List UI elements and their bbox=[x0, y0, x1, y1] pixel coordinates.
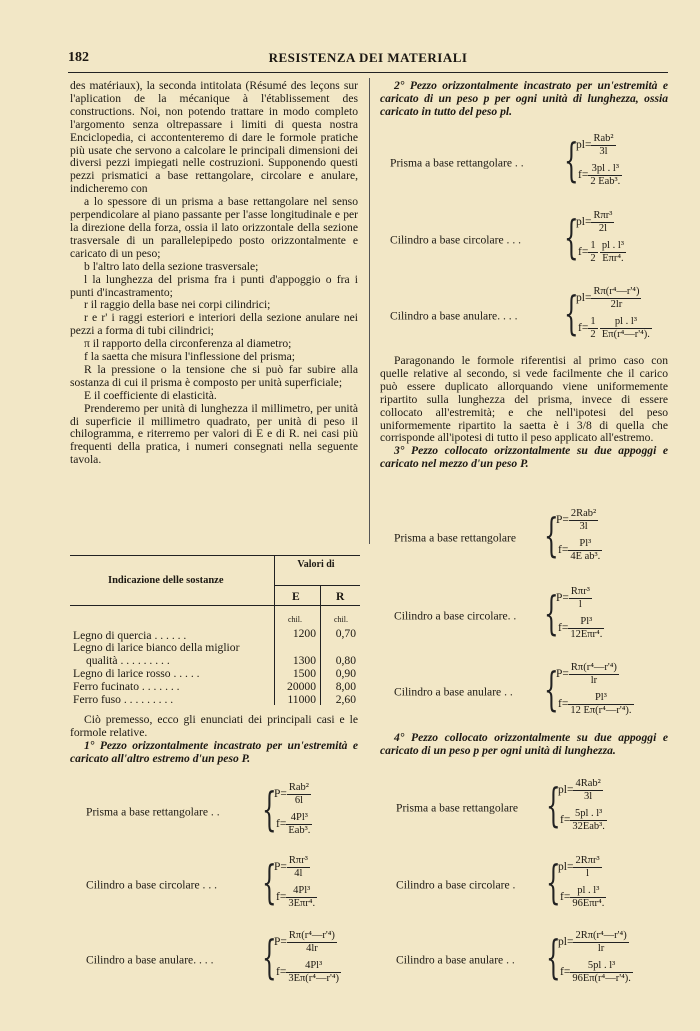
equation-1-fraction bbox=[569, 662, 619, 687]
formula-label: Prisma a base rettangolare bbox=[394, 531, 517, 545]
case2-title: 2° Pezzo orizzontalmente incastrato per un'estremità e caricato di un peso p per ogni unità di lunghezza, ossia caricato in tutto del peso pl. bbox=[380, 79, 668, 118]
equation-2-fraction-denominator: 2 Eab³. bbox=[590, 176, 621, 187]
equation-2-fraction-denominator: 12Eπr⁴. bbox=[570, 629, 603, 640]
formula-label: Cilindro a base circolare . . . bbox=[390, 233, 522, 247]
equation-2-fraction bbox=[570, 885, 606, 910]
equation-1 bbox=[576, 210, 614, 235]
brace-icon: { bbox=[564, 286, 579, 340]
equation-2-coefficient-numerator: 1 bbox=[590, 316, 596, 327]
equation-1-lhs: pl= bbox=[576, 216, 592, 229]
equation-1-fraction-denominator: lr bbox=[597, 943, 605, 954]
equation-1-fraction bbox=[569, 586, 592, 611]
equation-2-coefficient bbox=[588, 316, 597, 341]
equation-2-fraction-denominator: Eπr⁴. bbox=[602, 253, 624, 264]
table-row-name: Legno di larice rosso . . . . . bbox=[73, 667, 200, 680]
equation-1-fraction bbox=[287, 782, 311, 807]
brace-icon: { bbox=[564, 210, 579, 264]
equation-1 bbox=[558, 930, 629, 955]
equation-1 bbox=[556, 662, 619, 687]
equation-2 bbox=[578, 240, 626, 265]
equation-1-fraction-numerator: 2Rπ(r⁴—r'⁴) bbox=[575, 930, 627, 941]
table-row-name: Ferro fucinato . . . . . . . bbox=[73, 680, 180, 693]
formula-row bbox=[396, 855, 666, 915]
definition-r-rprime: r e r' i raggi esteriori e interiori della sezione anulare nei pezzi a forma di tubi cilindrici; bbox=[70, 311, 358, 338]
brace-icon: { bbox=[262, 782, 277, 836]
table-header-E: E bbox=[292, 590, 300, 603]
equation-1-fraction bbox=[287, 855, 310, 880]
compare-paragraph: Paragonando le formole riferentisi al primo caso con quelle relative al secondo, si vede facilmente che il carico può essere duplicato allorquando viene uniformemente ripartito sulla lunghezza del prisma, invece di essere collocato all'estremità; e che nell'ipotesi del peso uniformemente ripartito la saetta è i 3/8 di quella che corrisponde all'ipotesi di tutto il peso applicato all'estremo. bbox=[380, 354, 668, 445]
equation-2-lhs: f= bbox=[558, 544, 569, 557]
equation-1-lhs: pl= bbox=[576, 139, 592, 152]
table-unit-R: chil. bbox=[334, 615, 348, 624]
equation-1-fraction-denominator: 4l bbox=[294, 868, 303, 879]
table-row-R: 8,00 bbox=[335, 680, 356, 693]
equation-2-fraction bbox=[600, 316, 652, 341]
equation-1-fraction-numerator: 2Rab² bbox=[570, 508, 597, 519]
formula-label: Prisma a base rettangolare bbox=[396, 801, 519, 815]
definition-pi: π il rapporto della circonferenza al diametro; bbox=[84, 337, 292, 351]
equation-2-fraction bbox=[286, 812, 312, 837]
header-rule bbox=[68, 72, 668, 73]
formula-label: Cilindro a base anulare . . bbox=[394, 685, 513, 699]
table-header-substances: Indicazione delle sostanze bbox=[108, 575, 224, 586]
equation-1 bbox=[274, 855, 310, 880]
equation-1-fraction-denominator: 3l bbox=[579, 521, 588, 532]
equation-2-fraction-numerator: 4Pl³ bbox=[286, 885, 317, 898]
equation-1 bbox=[576, 133, 616, 158]
page-number: 182 bbox=[68, 50, 89, 65]
equation-1-fraction bbox=[591, 133, 615, 158]
equation-2-lhs: f= bbox=[560, 814, 571, 827]
equation-1 bbox=[576, 286, 641, 311]
right-column-compare bbox=[380, 355, 668, 471]
brace-icon: { bbox=[544, 586, 559, 640]
table-row-E: 20000 bbox=[287, 680, 316, 693]
equation-2-fraction-numerator: pl . l³ bbox=[600, 316, 652, 329]
equation-1-fraction-denominator: 2l bbox=[598, 223, 607, 234]
equation-1 bbox=[558, 778, 603, 803]
definition-l: l la lunghezza del prisma fra i punti d'appoggio o fra i punti d'incastramento; bbox=[70, 272, 358, 299]
formula-row bbox=[394, 662, 664, 722]
brace-icon: { bbox=[546, 855, 561, 909]
equation-1-lhs: P= bbox=[274, 788, 287, 801]
formula-row bbox=[396, 930, 666, 990]
formula-row bbox=[390, 286, 660, 346]
table-row-name: Ferro fuso . . . . . . . . . bbox=[73, 693, 174, 706]
equation-1-lhs: P= bbox=[556, 592, 569, 605]
equation-1-fraction-numerator: Rπ(r⁴—r'⁴) bbox=[593, 286, 640, 297]
equation-1-lhs: P= bbox=[274, 936, 287, 949]
running-title: RESISTENZA DEI MATERIALI bbox=[268, 50, 468, 65]
equation-2-fraction-denominator: 3Eπr⁴. bbox=[288, 898, 316, 909]
equation-1-fraction-denominator: 6l bbox=[294, 795, 303, 806]
formula-row bbox=[390, 133, 660, 193]
equation-1-lhs: P= bbox=[556, 514, 569, 527]
equation-2-fraction bbox=[286, 885, 317, 910]
table-subheader-rule bbox=[274, 585, 360, 586]
definition-E: E il coefficiente di elasticità. bbox=[84, 388, 217, 402]
formula-label: Cilindro a base circolare. . bbox=[394, 609, 517, 623]
equation-1 bbox=[274, 930, 337, 955]
right-column-case2 bbox=[380, 80, 668, 119]
equation-2-fraction-numerator: 3pl . l³ bbox=[588, 163, 622, 176]
equation-2-fraction-denominator: 4E ab³. bbox=[570, 551, 601, 562]
equation-2 bbox=[578, 316, 652, 341]
formula-label: Cilindro a base anulare. . . . bbox=[86, 953, 214, 967]
equation-1-fraction-numerator: Rπr³ bbox=[593, 210, 613, 221]
right-column-case4 bbox=[380, 732, 668, 758]
equation-2-fraction-numerator: 4Pl³ bbox=[286, 812, 312, 825]
equation-2-fraction bbox=[568, 616, 604, 641]
table-header-values: Valori di bbox=[297, 559, 335, 570]
equation-2-lhs: f= bbox=[578, 246, 589, 259]
formula-row bbox=[86, 930, 356, 990]
case3-title: 3° Pezzo collocato orizzontalmente su due appoggi e caricato nel mezzo d'un peso P. bbox=[380, 444, 668, 471]
equation-2-lhs: f= bbox=[578, 169, 589, 182]
case1-title: 1° Pezzo orizzontalmente incastrato per un'estremità e caricato all'altro estremo d'un peso P. bbox=[70, 738, 358, 765]
equation-2-fraction-numerator: Pl³ bbox=[568, 692, 633, 705]
equation-1-fraction-denominator: l bbox=[578, 599, 582, 610]
table-row-name: Legno di larice bianco della miglior bbox=[73, 641, 240, 654]
column-divider bbox=[369, 78, 370, 544]
equation-2 bbox=[276, 885, 317, 910]
equation-1 bbox=[558, 855, 602, 880]
equation-2 bbox=[276, 960, 341, 985]
equation-1-fraction-numerator: Rπ(r⁴—r'⁴) bbox=[570, 662, 617, 673]
table-row-E: 1200 bbox=[292, 627, 316, 640]
equation-1-fraction bbox=[573, 930, 628, 955]
table-row-R: 0,70 bbox=[335, 627, 356, 640]
table-header-R: R bbox=[336, 590, 345, 603]
formula-row bbox=[396, 778, 666, 838]
equation-2-fraction-denominator: 12 Eπ(r⁴—r'⁴). bbox=[570, 705, 632, 716]
equation-2-lhs: f= bbox=[276, 891, 287, 904]
equation-2 bbox=[276, 812, 312, 837]
equation-2-lhs: f= bbox=[558, 698, 569, 711]
case4-title: 4° Pezzo collocato orizzontalmente su due appoggi e caricato di un peso p per ogni unità di lunghezza. bbox=[380, 731, 668, 757]
brace-icon: { bbox=[546, 930, 561, 984]
formula-row bbox=[394, 586, 664, 646]
equation-2-fraction-numerator: pl . l³ bbox=[601, 240, 624, 251]
equation-2 bbox=[558, 616, 604, 641]
equation-1-fraction-denominator: 4lr bbox=[306, 943, 318, 954]
brace-icon: { bbox=[544, 508, 559, 562]
equation-2-fraction bbox=[568, 692, 633, 717]
equation-2-fraction bbox=[570, 808, 607, 833]
equation-1-fraction-numerator: Rπr³ bbox=[570, 586, 590, 597]
equation-2 bbox=[558, 692, 634, 717]
equation-1-fraction-numerator: Rab² bbox=[288, 782, 309, 793]
equation-2-lhs: f= bbox=[560, 966, 571, 979]
table-row-E: 11000 bbox=[287, 693, 316, 706]
equation-1-fraction bbox=[569, 508, 598, 533]
definition-R: R la pressione o la tensione che si può far subire alla sostanza di cui il prisma è composto per unità superficiale; bbox=[70, 362, 358, 389]
equation-1-fraction-denominator: 3l bbox=[584, 791, 593, 802]
equation-2-fraction-denominator: 32Eab³. bbox=[572, 821, 605, 832]
equation-2-fraction-numerator: Pl³ bbox=[568, 616, 604, 629]
equation-1-fraction bbox=[573, 778, 602, 803]
equation-2-fraction-denominator: 3Eπ(r⁴—r'⁴) bbox=[288, 973, 339, 984]
brace-icon: { bbox=[544, 662, 559, 716]
equation-1-fraction bbox=[591, 286, 641, 311]
equation-2-fraction-denominator: Eπ(r⁴—r'⁴). bbox=[601, 329, 650, 340]
formula-label: Cilindro a base circolare . bbox=[396, 878, 516, 892]
formula-label: Prisma a base rettangolare . . bbox=[86, 805, 220, 819]
formula-label: Prisma a base rettangolare . . bbox=[390, 156, 524, 170]
definition-r: r il raggio della base nei corpi cilindrici; bbox=[84, 298, 271, 312]
table-row-R: 0,80 bbox=[335, 654, 356, 667]
equation-1-lhs: P= bbox=[274, 861, 287, 874]
equation-2 bbox=[560, 808, 607, 833]
formula-row bbox=[390, 210, 660, 270]
equation-2 bbox=[560, 960, 633, 985]
equation-1 bbox=[556, 508, 598, 533]
definition-b: b l'altro lato della sezione trasversale; bbox=[84, 259, 259, 273]
equation-2-lhs: f= bbox=[276, 966, 287, 979]
equation-2-fraction bbox=[568, 538, 602, 563]
equation-2-fraction bbox=[570, 960, 633, 985]
page-header bbox=[68, 48, 668, 70]
equation-1-fraction-numerator: 2Rπr³ bbox=[575, 855, 600, 866]
equation-2-lhs: f= bbox=[558, 622, 569, 635]
materials-table bbox=[70, 555, 360, 705]
equation-2-fraction-numerator: pl . l³ bbox=[570, 885, 606, 898]
formula-label: Cilindro a base circolare . . . bbox=[86, 878, 218, 892]
equation-2-fraction-denominator: Eab³. bbox=[288, 825, 311, 836]
equation-1-fraction-denominator: l bbox=[586, 868, 589, 879]
equation-2 bbox=[560, 885, 606, 910]
left-column-text bbox=[70, 80, 358, 467]
table-header-rule bbox=[70, 605, 360, 606]
formula-row bbox=[394, 508, 664, 568]
equation-1 bbox=[274, 782, 311, 807]
table-row-E: 1300 bbox=[292, 654, 316, 667]
equation-2-fraction bbox=[588, 163, 622, 188]
table-row-E: 1500 bbox=[292, 667, 316, 680]
equation-2-coefficient-numerator: 1 bbox=[590, 240, 596, 251]
equation-1-lhs: P= bbox=[556, 668, 569, 681]
equation-2-fraction-numerator: 4Pl³ bbox=[286, 960, 341, 973]
brace-icon: { bbox=[262, 930, 277, 984]
equation-1-fraction-denominator: lr bbox=[590, 675, 598, 686]
equation-2-coefficient-denominator: 2 bbox=[590, 253, 596, 264]
brace-icon: { bbox=[564, 133, 579, 187]
formula-row bbox=[86, 782, 356, 842]
table-vline-2 bbox=[320, 585, 321, 705]
equation-2-coefficient bbox=[588, 240, 597, 265]
table-row-R: 0,90 bbox=[335, 667, 356, 680]
left-lower-text bbox=[70, 714, 358, 766]
definition-a: a lo spessore di un prisma a base rettangolare nel senso perpendicolare al piano passante per l'asse longitudinale e per la direzione della forza, ossia il lato orizzontale della sezione trasversale di un parallelepipedo posto orizzontalmente e caricato di un peso; bbox=[70, 195, 358, 260]
equation-2-fraction-denominator: 96Eπr⁴. bbox=[572, 898, 605, 909]
equation-1-fraction-numerator: Rπ(r⁴—r'⁴) bbox=[288, 930, 335, 941]
equation-2-fraction bbox=[600, 240, 626, 265]
table-vline-1 bbox=[274, 555, 275, 705]
formula-label: Cilindro a base anulare. . . . bbox=[390, 309, 518, 323]
equation-2-fraction-numerator: 5pl . l³ bbox=[570, 808, 607, 821]
equation-2-lhs: f= bbox=[578, 322, 589, 335]
equation-1-fraction-numerator: 4Rab² bbox=[575, 778, 601, 789]
equation-1-lhs: pl= bbox=[576, 292, 592, 305]
equation-2-lhs: f= bbox=[560, 891, 571, 904]
equation-2-fraction-denominator: 96Eπ(r⁴—r'⁴). bbox=[572, 973, 631, 984]
brace-icon: { bbox=[546, 778, 561, 832]
table-top-rule bbox=[70, 555, 360, 556]
equation-1-lhs: pl= bbox=[558, 936, 574, 949]
equation-1-fraction-numerator: Rab² bbox=[593, 133, 614, 144]
equation-1-fraction bbox=[591, 210, 614, 235]
equation-2 bbox=[558, 538, 602, 563]
table-row-name: Legno di quercia . . . . . . bbox=[73, 629, 187, 642]
equation-2-fraction-numerator: Pl³ bbox=[568, 538, 602, 551]
table-row-R: 2,60 bbox=[335, 693, 356, 706]
definition-f: f la saetta che misura l'inflessione del prisma; bbox=[84, 350, 296, 364]
equation-1-lhs: pl= bbox=[558, 784, 574, 797]
equation-1-fraction bbox=[287, 930, 337, 955]
units-paragraph: Prenderemo per unità di lunghezza il millimetro, per unità di superficie il millimetro quadrato, per unità di peso il chilogramma, e riterremo per valori di E e di R. nei casi più frequenti della pratica, i numeri consegnati nella seguente tavola. bbox=[70, 401, 358, 467]
premise-paragraph: Ciò premesso, ecco gli enunciati dei principali casi e le formole relative. bbox=[70, 713, 358, 739]
equation-2-lhs: f= bbox=[276, 818, 287, 831]
table-unit-E: chil. bbox=[288, 615, 302, 624]
equation-2-fraction-numerator: 5pl . l³ bbox=[570, 960, 633, 973]
table-row-name: qualità . . . . . . . . . bbox=[86, 654, 170, 667]
brace-icon: { bbox=[262, 855, 277, 909]
intro-paragraph: des matériaux), la seconda intitolata (Résumé des leçons sur l'aplication de la mécanique à l'établissement des constructions. Noi, non potendo trattare in modo completo l'argomento senza oltrepassare i limiti di questa nostra Enciclopedia, ci accontenteremo di dare le formole pratiche più usate che servono a calcolare le principali dimensioni dei diversi pezzi impiegati nelle costruzioni. Supponendo questi pezzi prismatici a base rettangolare, circolare e anulare, indicheremo con bbox=[70, 79, 358, 196]
equation-1-fraction-denominator: 2lr bbox=[610, 299, 623, 310]
equation-2-coefficient-denominator: 2 bbox=[590, 329, 596, 340]
equation-1 bbox=[556, 586, 592, 611]
formula-row bbox=[86, 855, 356, 915]
formula-label: Cilindro a base anulare . . bbox=[396, 953, 515, 967]
equation-1-fraction-denominator: 3l bbox=[599, 146, 608, 157]
equation-2-fraction bbox=[286, 960, 341, 985]
equation-1-fraction bbox=[573, 855, 601, 880]
equation-1-fraction-numerator: Rπr³ bbox=[288, 855, 308, 866]
equation-1-lhs: pl= bbox=[558, 861, 574, 874]
equation-2 bbox=[578, 163, 622, 188]
